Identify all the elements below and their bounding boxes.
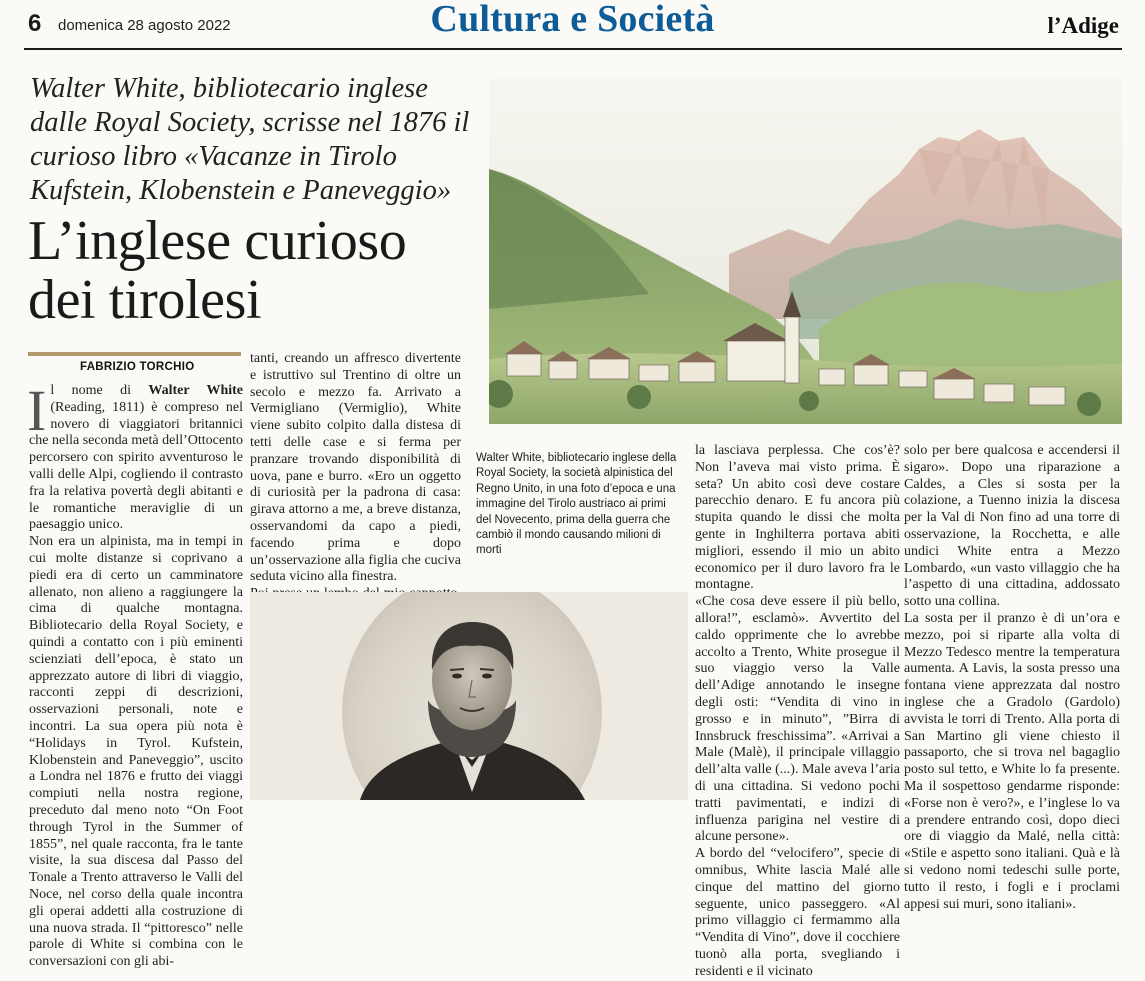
article-column-1: [27, 378, 243, 971]
paragraph-text: (Reading, 1811) è compreso nel novero di viaggiatori britannici che nella seconda metà dell’Ottocento percorsero con spirito avventuroso le valli delle Alpi, cogliendo il contrasto fra la relativa povertà degli abitanti e le romantiche meraviglie di un paesaggio unico.: [29, 399, 243, 533]
paragraph: «Che cosa deve essere il più bello, allora!”, esclamò». Avvertito del caldo opprimente che lo avrebbe accolto a Trento, White prosegue il suo viaggio verso la Valle dell’Adige annotando le insegne degli osti: “Vendita di vino in grosso e in minuto”, ”Birra di Innsbruck freschissima”. «Arrivai a Male (Malè), il principale villaggio dell’alta valle (...). Male aveva l’aria di una cittadina. Si vedono pochi tratti pavimentati, e indizi di influenza parigina nel vestire di alcune persone».: [695, 594, 900, 845]
paragraph: la lasciava perplessa. Che cos’è? Non l’aveva mai visto prima. È seta? Un abito così deve costare parecchio denaro. E fu ancora più stupita quando le dissi che molta gente in Inghilterra portava abiti migliori, essendo il mio un abito economico per il duro lavoro fra le montagne.: [695, 443, 900, 593]
article-kicker: Walter White, bibliotecario inglese dalle Royal Society, scrisse nel 1876 il curioso libro «Vacanze in Tirolo Kufstein, Klobenstein e Paneveggio»: [30, 73, 470, 206]
landscape-illustration: [489, 79, 1122, 424]
section-title: Cultura e Società: [430, 0, 715, 40]
byline-rule: [28, 352, 241, 356]
article-column-4: [904, 443, 1120, 913]
article-column-3: [695, 443, 900, 981]
paragraph: solo per bere qualcosa e accendersi il sigaro». Dopo una riparazione a Caldes, a Cles si sosta per la colazione, a Tuenno inizia la discesa per la Val di Non fino ad una torre di osservazione, la Rocchetta, e alle undici White entra a Mezzo Lombardo, «un vasto villaggio che ha l’aspetto di una cittadina, addossato sotto una collina.: [904, 443, 1120, 610]
tyrol-landscape-photo: [489, 79, 1122, 424]
issue-date: domenica 28 agosto 2022: [58, 17, 231, 34]
paragraph: A bordo del “velocifero”, specie di omnibus, White lascia Malé alle cinque del mattino del giorno seguente, unico passeggero. «Al primo villaggio ci fermammo alla “Vendita di Vino”, dove il cocchiere tuonò alla porta, svegliando i residenti e il vicinato: [695, 846, 900, 979]
author-byline: FABRIZIO TORCHIO: [80, 361, 195, 373]
portrait-illustration: [250, 592, 688, 800]
paragraph: tanti, creando un affresco divertente e istruttivo sul Trentino di oltre un secolo e mezzo fa. Arrivato a Vermigliano (Vermiglio), White viene subito colpito dalla distesa di tetti delle case e si ferma per pranzare trovando disponibilità di uova, pane e burro. «Ero un oggetto di curiosità per la padrona di casa: girava attorno a me, a breve distanza, osservandomi da capo a piedi, facendo prima e dopo un’osservazione alla figlia che cuciva seduta vicino alla finestra.: [250, 351, 461, 585]
paragraph-text: l nome di: [50, 383, 149, 398]
paragraph: La sosta per il pranzo è di un’ora e mezzo, poi si riparte alla volta di Mezzo Tedesco mentre la temperatura aumenta. A Lavis, la sosta presso una fontana viene apprezzata dal nostro inglese che a Gradolo (Gardolo) avvista le torri di Trento. Alla porta di San Martino gli viene chiesto il passaporto, che si trova nel bagaglio posto sul tetto, e White lo fa presente. Ma il sospettoso gendarme risponde: «Forse non è vero?», e l’inglese lo va a prendere entrando così, dopo dieci ore di viaggio da Malé, nella città: «Stile e aspetto sono italiani. Quà e là si vedono nomi tedeschi sulle porte, tutto il resto, i fogli e i proclami appesi sui muri, sono italiani».: [904, 610, 1120, 912]
person-name: Walter White: [148, 383, 243, 398]
page-number: 6: [28, 10, 42, 37]
drop-cap: I: [27, 378, 47, 443]
newspaper-logo: l’Adige: [1047, 13, 1119, 38]
header-rule: [24, 48, 1122, 50]
walter-white-portrait-photo: [250, 592, 688, 800]
photo-caption: Walter White, bibliotecario inglese della Royal Society, la società alpinistica del Regno Unito, in una foto d’epoca e una immagine del Tirolo austriaco ai primi del Novecento, prima della guerra che cambiò il mondo causando milioni di morti: [476, 452, 677, 557]
paragraph: [27, 378, 243, 534]
paragraph: Non era un alpinista, ma in tempi in cui molte distanze si coprivano a piedi era di certo un camminatore allenato, non alieno a raggiungere la cima di qualche montagna. Bibliotecario della Royal Society, e quindi a contatto con i più eminenti scienziati dell’epoca, è stato un apprezzato autore di libri di viaggio, racconti zeppi di descrizioni, osservazioni personali, note e incontri. La sua opera più nota è “Holidays in Tyrol. Kufstein, Klobenstein and Paneveggio”, uscito a Londra nel 1876 e frutto dei viaggi compiuti nella nostra regione, preceduto dal meno noto “On Foot through Tyrol in the Summer of 1855”, nel quale racconta, fra le tante visite, la sua discesa dal Passo del Tonale a Trento attraverso le Valli del Noce, nel corso della quale incontra gli operai addetti alla costruzione di una nuova strada. Il “pittoresco” nelle parole di White si combina con le conversazioni con gli abi-: [29, 534, 243, 970]
article-headline: L’inglese curioso dei tirolesi: [28, 210, 407, 331]
